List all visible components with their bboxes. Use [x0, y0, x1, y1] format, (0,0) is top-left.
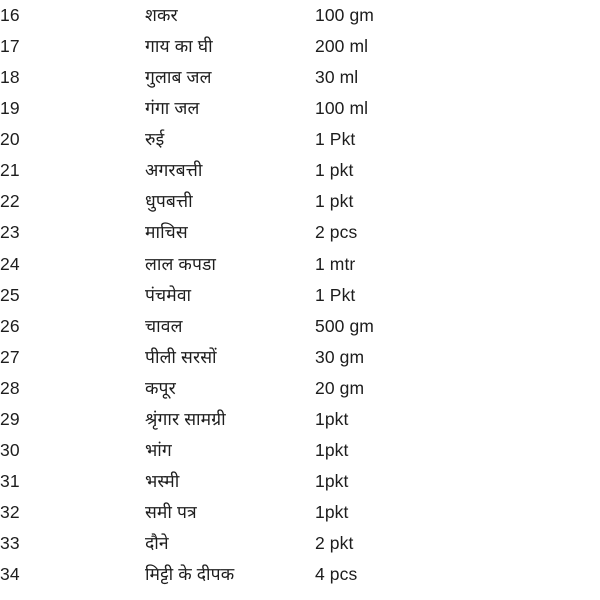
row-serial-number: 24 [0, 253, 20, 274]
row-serial-number: 19 [0, 98, 20, 119]
row-item-quantity: 1pkt [315, 471, 349, 492]
row-item-quantity: 1 Pkt [315, 129, 356, 150]
table-row [0, 404, 600, 435]
row-item-name: गाय का घी [145, 35, 213, 56]
row-item-name: भांग [145, 440, 172, 461]
table-row [0, 249, 600, 280]
row-serial-number: 20 [0, 129, 20, 150]
row-item-quantity: 200 ml [315, 35, 369, 56]
table-row [0, 435, 600, 466]
table-row [0, 218, 600, 249]
row-serial-number: 22 [0, 191, 20, 212]
table-row [0, 31, 600, 62]
row-item-quantity: 100 ml [315, 98, 369, 119]
row-item-quantity: 20 gm [315, 377, 365, 398]
row-serial-number: 25 [0, 284, 20, 305]
table-row [0, 560, 600, 591]
row-item-quantity: 1 pkt [315, 160, 354, 181]
table-row [0, 529, 600, 560]
row-serial-number: 18 [0, 66, 20, 87]
row-item-name: श्रृंगार सामग्री [145, 409, 226, 430]
row-item-quantity: 4 pcs [315, 564, 358, 585]
row-item-name: पीली सरसों [145, 346, 217, 367]
row-item-quantity: 30 ml [315, 66, 359, 87]
row-item-name: चावल [145, 315, 183, 336]
row-item-name: मिट्टी के दीपक [145, 564, 235, 585]
row-serial-number: 31 [0, 471, 20, 492]
row-item-quantity: 100 gm [315, 4, 374, 25]
row-item-name: गुलाब जल [145, 66, 212, 87]
row-item-quantity: 1pkt [315, 440, 349, 461]
row-item-name: रुई [145, 129, 165, 150]
row-serial-number: 26 [0, 315, 20, 336]
table-row [0, 0, 600, 31]
table-row [0, 62, 600, 93]
row-item-quantity: 2 pkt [315, 533, 354, 554]
row-item-name: भस्मी [145, 471, 180, 492]
table-row [0, 187, 600, 218]
table-row [0, 124, 600, 155]
row-serial-number: 23 [0, 222, 20, 243]
row-item-name: लाल कपडा [145, 253, 216, 274]
row-item-name: दौने [145, 533, 169, 554]
row-item-name: समी पत्र [145, 502, 197, 523]
row-serial-number: 28 [0, 377, 20, 398]
row-item-quantity: 30 gm [315, 346, 365, 367]
row-serial-number: 32 [0, 502, 20, 523]
table-row [0, 342, 600, 373]
row-item-quantity: 1pkt [315, 409, 349, 430]
table-row [0, 155, 600, 186]
row-serial-number: 33 [0, 533, 20, 554]
row-serial-number: 16 [0, 4, 20, 25]
table-row [0, 280, 600, 311]
table-row [0, 93, 600, 124]
row-item-quantity: 1 Pkt [315, 284, 356, 305]
row-item-quantity: 1 mtr [315, 253, 356, 274]
row-serial-number: 27 [0, 346, 20, 367]
row-item-name: अगरबत्ती [145, 160, 203, 181]
row-serial-number: 29 [0, 409, 20, 430]
row-serial-number: 34 [0, 564, 20, 585]
row-item-quantity: 2 pcs [315, 222, 358, 243]
table-row [0, 311, 600, 342]
table-row [0, 373, 600, 404]
row-item-quantity: 1pkt [315, 502, 349, 523]
table-row [0, 466, 600, 497]
row-item-quantity: 500 gm [315, 315, 374, 336]
row-serial-number: 30 [0, 440, 20, 461]
row-item-name: धुपबत्ती [145, 191, 193, 212]
row-item-quantity: 1 pkt [315, 191, 354, 212]
row-serial-number: 17 [0, 35, 20, 56]
row-item-name: गंगा जल [145, 98, 200, 119]
row-item-name: शकर [145, 4, 178, 25]
row-item-name: माचिस [145, 222, 188, 243]
row-serial-number: 21 [0, 160, 20, 181]
table-row [0, 498, 600, 529]
row-item-name: कपूर [145, 377, 176, 398]
row-item-name: पंचमेवा [145, 284, 192, 305]
